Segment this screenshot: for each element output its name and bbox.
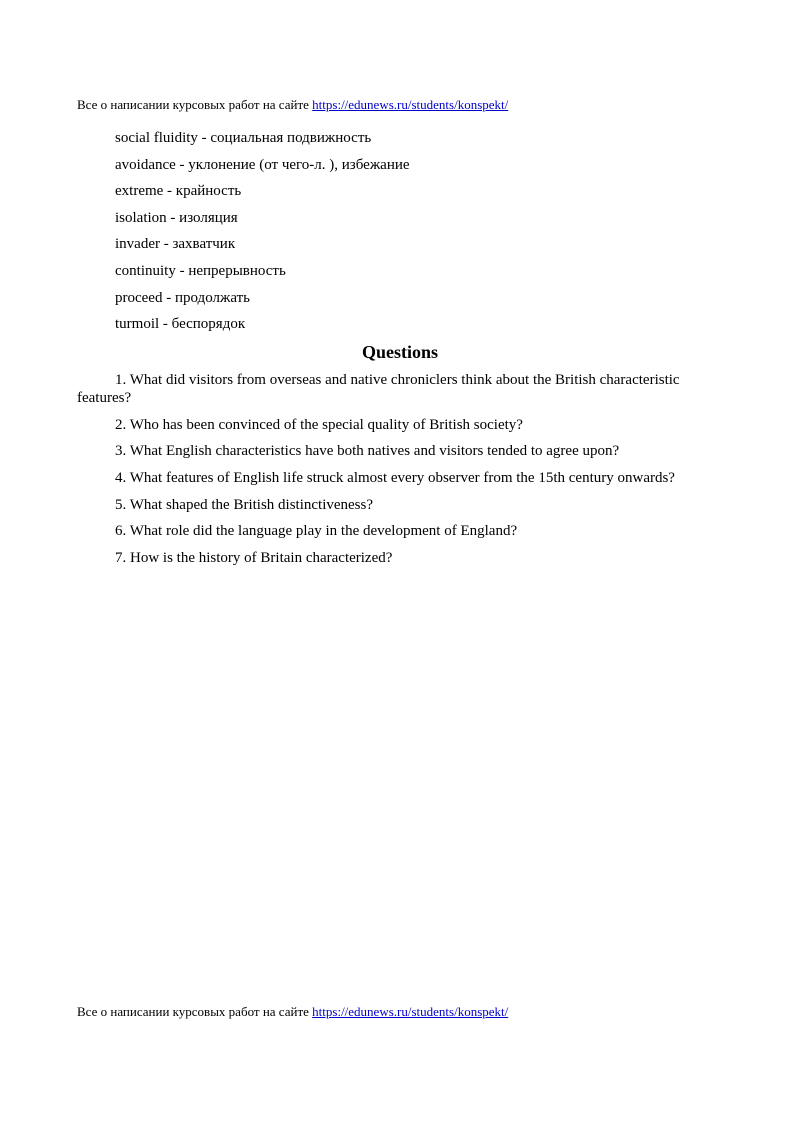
vocabulary-list — [115, 128, 410, 341]
page-header — [77, 97, 508, 113]
vocabulary-item: isolation - изоляция — [115, 209, 238, 226]
header-link[interactable]: https://edunews.ru/students/konspekt/ — [312, 97, 509, 112]
question-item: 3. What English characteristics have both natives and visitors tended to agree upon? — [115, 443, 620, 460]
questions-heading: Questions — [361, 342, 439, 362]
footer-text: Все о написании курсовых работ на сайте — [77, 1004, 313, 1019]
question-item: 5. What shaped the British distinctiveness? — [115, 496, 374, 513]
footer-link[interactable]: https://edunews.ru/students/konspekt/ — [312, 1004, 509, 1019]
question-item: 2. Who has been convinced of the special quality of British society? — [115, 416, 523, 433]
question-item: 6. What role did the language play in the development of England? — [115, 523, 518, 540]
vocabulary-item: social fluidity - социальная подвижность — [115, 130, 372, 146]
vocabulary-item: avoidance - уклонение (от чего-л. ), избежание — [115, 156, 410, 173]
vocabulary-item: invader - захватчик — [115, 236, 236, 253]
vocabulary-item: continuity - непрерывность — [115, 262, 286, 279]
question-item: 4. What features of English life struck almost every observer from the 15th century onwards? — [115, 470, 675, 487]
header-text: Все о написании курсовых работ на сайте — [77, 97, 313, 112]
vocabulary-item: turmoil - беспорядок — [115, 316, 246, 333]
question-item: 7. How is the history of Britain characterized? — [115, 550, 393, 567]
question-item: 1. What did visitors from overseas and native chroniclers think about the British characteristic features? — [77, 372, 680, 406]
vocabulary-item: extreme - крайность — [115, 183, 242, 200]
page-footer — [77, 1004, 508, 1020]
vocabulary-item: proceed - продолжать — [115, 289, 251, 306]
questions-list — [77, 371, 727, 576]
